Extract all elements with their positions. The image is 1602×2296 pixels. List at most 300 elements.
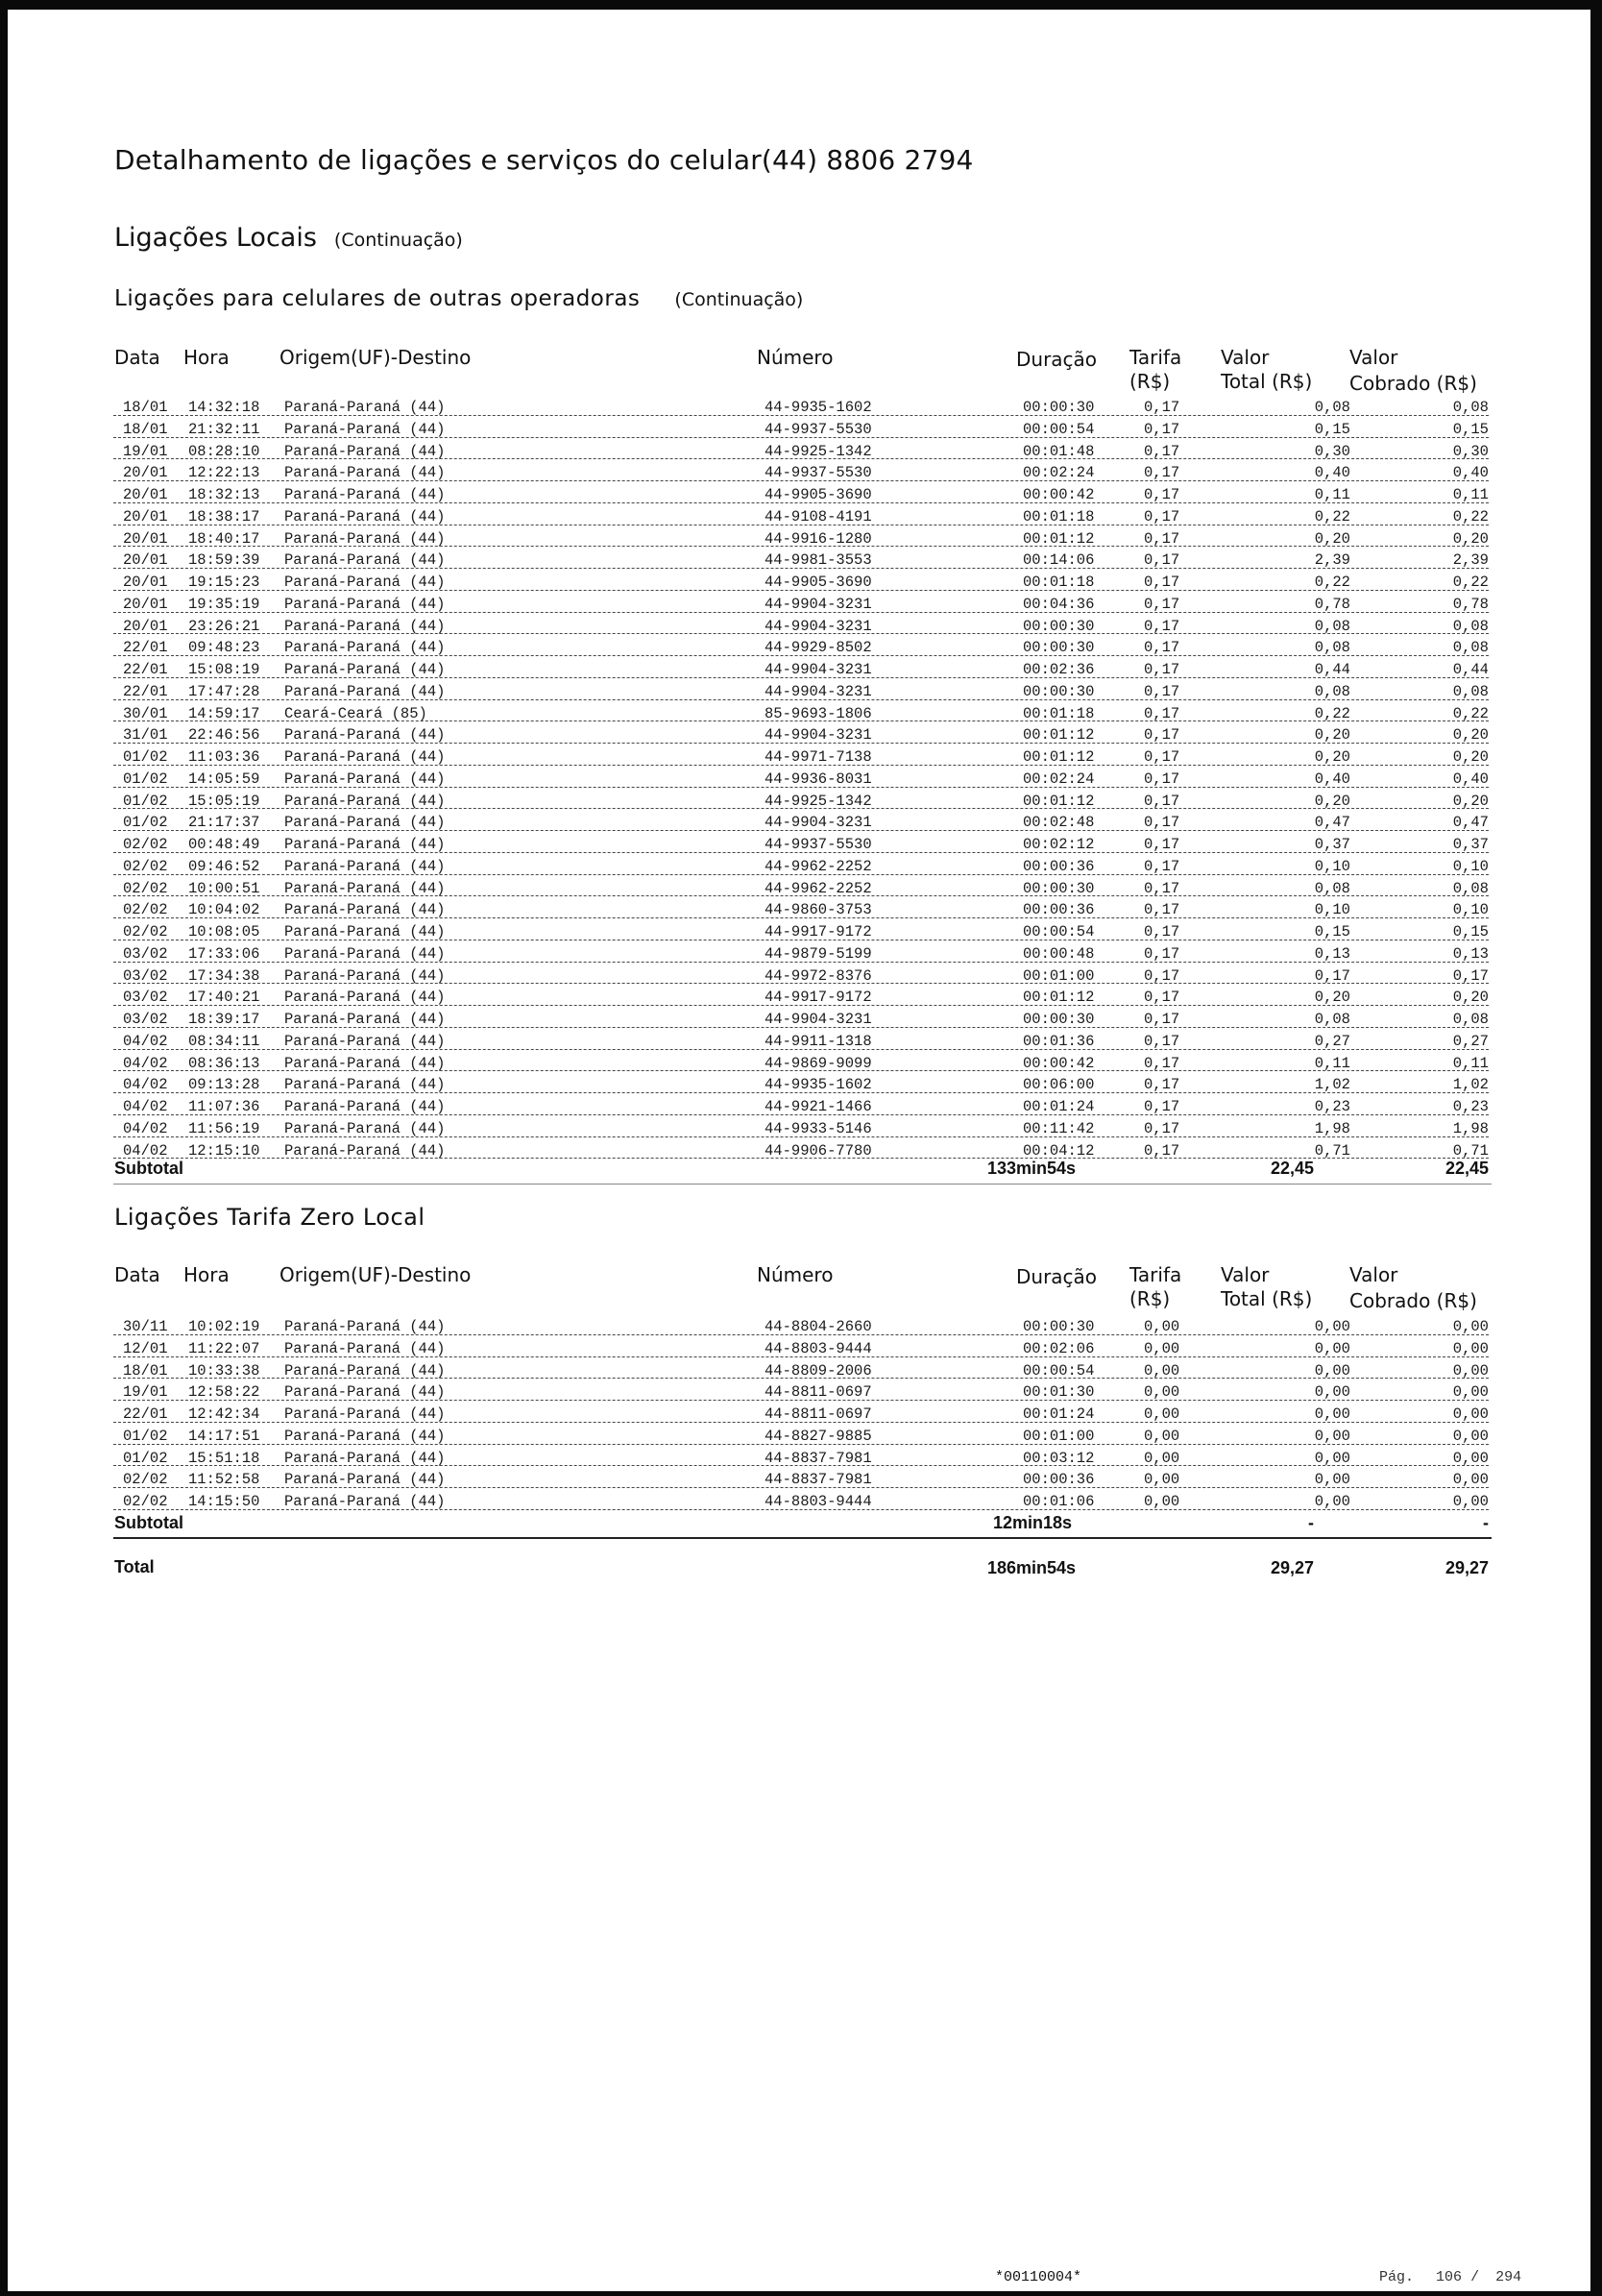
table2-subtotal-cobrado: - <box>1483 1513 1489 1532</box>
cell-valor-cobrado: 0,20 <box>1452 726 1489 745</box>
cell-tarifa: 0,17 <box>1144 420 1180 438</box>
cell-hora: 12:42:34 <box>188 1405 260 1423</box>
cell-origem: Paraná-Paraná (44) <box>284 486 446 503</box>
table-row <box>113 986 1489 1008</box>
cell-tarifa: 0,17 <box>1144 748 1180 766</box>
cell-tarifa: 0,17 <box>1144 639 1180 657</box>
cell-hora: 11:22:07 <box>188 1339 260 1357</box>
cell-numero: 44-9904-3231 <box>765 814 872 832</box>
cell-origem: Paraná-Paraná (44) <box>284 966 446 985</box>
cell-duracao: 00:00:42 <box>1023 486 1095 503</box>
table-row <box>113 855 1489 877</box>
cell-duracao: 00:00:42 <box>1023 1054 1095 1072</box>
subsection-title-text: Ligações para celulares de outras operadoras <box>114 286 641 311</box>
table-row <box>113 745 1489 768</box>
cell-valor-total: 0,17 <box>1314 966 1350 985</box>
page-total: 294 <box>1495 2269 1522 2285</box>
cell-origem: Paraná-Paraná (44) <box>284 399 446 416</box>
cell-valor-cobrado: 0,15 <box>1452 420 1489 438</box>
cell-tarifa: 0,00 <box>1144 1318 1180 1335</box>
col-header-hora: Hora <box>183 346 230 369</box>
col-header-duracao: Duração <box>1016 348 1098 371</box>
cell-valor-total: 0,20 <box>1314 726 1350 745</box>
cell-numero: 44-9935-1602 <box>765 1076 872 1094</box>
cell-valor-total: 0,08 <box>1314 617 1350 635</box>
cell-hora: 21:17:37 <box>188 814 260 832</box>
cell-valor-cobrado: 0,23 <box>1452 1098 1489 1115</box>
cell-tarifa: 0,17 <box>1144 857 1180 875</box>
cell-valor-cobrado: 0,08 <box>1452 399 1489 416</box>
cell-hora: 14:15:50 <box>188 1493 260 1510</box>
cell-valor-cobrado: 0,27 <box>1452 1032 1489 1050</box>
cell-hora: 08:28:10 <box>188 442 260 460</box>
cell-origem: Paraná-Paraná (44) <box>284 836 446 853</box>
cell-valor-cobrado: 0,00 <box>1452 1471 1489 1489</box>
cell-duracao: 00:00:36 <box>1023 901 1095 919</box>
cell-valor-cobrado: 0,08 <box>1452 879 1489 897</box>
cell-valor-total: 0,27 <box>1314 1032 1350 1050</box>
table1-subtotal-label: Subtotal <box>114 1159 183 1178</box>
cell-hora: 14:17:51 <box>188 1427 260 1445</box>
cell-data: 03/02 <box>123 989 168 1007</box>
total-value: 29,27 <box>1270 1558 1314 1577</box>
col-header-tarifa-2-l2: (R$) <box>1129 1287 1171 1310</box>
cell-data: 04/02 <box>123 1098 168 1115</box>
table-row <box>113 1315 1489 1337</box>
cell-origem: Paraná-Paraná (44) <box>284 1119 446 1137</box>
cell-valor-total: 0,20 <box>1314 529 1350 548</box>
cell-data: 01/02 <box>123 814 168 832</box>
col-header-numero-2: Número <box>757 1263 834 1286</box>
cell-valor-cobrado: 0,00 <box>1452 1449 1489 1467</box>
cell-tarifa: 0,17 <box>1144 1054 1180 1072</box>
cell-duracao: 00:00:30 <box>1023 639 1095 657</box>
cell-data: 20/01 <box>123 617 168 635</box>
barcode-code: *00110004* <box>995 2269 1082 2285</box>
cell-valor-total: 0,11 <box>1314 486 1350 503</box>
cell-duracao: 00:00:36 <box>1023 1471 1095 1489</box>
cell-duracao: 00:01:06 <box>1023 1493 1095 1510</box>
cell-tarifa: 0,17 <box>1144 574 1180 591</box>
cell-hora: 15:05:19 <box>188 792 260 810</box>
col-header-valor-total-2-l1: Valor <box>1221 1263 1270 1286</box>
table2-subtotal-duration: 12min18s <box>993 1513 1073 1532</box>
cell-duracao: 00:00:30 <box>1023 682 1095 700</box>
cell-numero: 44-8803-9444 <box>765 1339 872 1357</box>
cell-duracao: 00:14:06 <box>1023 551 1095 570</box>
cell-tarifa: 0,00 <box>1144 1449 1180 1467</box>
cell-data: 02/02 <box>123 901 168 919</box>
cell-valor-total: 0,20 <box>1314 989 1350 1007</box>
cell-data: 22/01 <box>123 682 168 700</box>
table-row <box>113 1380 1489 1403</box>
cell-duracao: 00:01:24 <box>1023 1098 1095 1115</box>
table-row <box>113 1447 1489 1469</box>
cell-tarifa: 0,00 <box>1144 1383 1180 1402</box>
cell-hora: 12:22:13 <box>188 464 260 482</box>
cell-duracao: 00:02:24 <box>1023 464 1095 482</box>
cell-numero: 44-9904-3231 <box>765 661 872 678</box>
cell-data: 01/02 <box>123 748 168 766</box>
col-header-valor-cobrado-2-l2: Cobrado (R$) <box>1349 1289 1477 1312</box>
table-row <box>113 790 1489 812</box>
cell-data: 03/02 <box>123 944 168 963</box>
table2-rows <box>113 1315 1489 1512</box>
cell-hora: 17:33:06 <box>188 944 260 963</box>
cell-numero: 44-9917-9172 <box>765 989 872 1007</box>
cell-hora: 18:59:39 <box>188 551 260 570</box>
table-row <box>113 898 1489 920</box>
cell-hora: 23:26:21 <box>188 617 260 635</box>
cell-origem: Paraná-Paraná (44) <box>284 879 446 897</box>
cell-duracao: 00:00:30 <box>1023 617 1095 635</box>
cell-tarifa: 0,17 <box>1144 551 1180 570</box>
cell-numero: 44-8803-9444 <box>765 1493 872 1510</box>
cell-duracao: 00:00:54 <box>1023 1361 1095 1380</box>
table-row <box>113 1403 1489 1425</box>
cell-numero: 44-9905-3690 <box>765 574 872 591</box>
cell-origem: Paraná-Paraná (44) <box>284 1076 446 1094</box>
cell-numero: 44-8811-0697 <box>765 1405 872 1423</box>
cell-valor-total: 0,00 <box>1314 1471 1350 1489</box>
cell-tarifa: 0,17 <box>1144 661 1180 678</box>
subsection-note: (Continuação) <box>674 289 804 310</box>
cell-valor-total: 0,22 <box>1314 574 1350 591</box>
cell-valor-cobrado: 0,11 <box>1452 486 1489 503</box>
table-row <box>113 877 1489 899</box>
table-row <box>113 702 1489 724</box>
cell-valor-total: 0,10 <box>1314 901 1350 919</box>
cell-origem: Paraná-Paraná (44) <box>284 989 446 1007</box>
cell-numero: 44-9962-2252 <box>765 879 872 897</box>
cell-valor-cobrado: 0,22 <box>1452 507 1489 525</box>
cell-duracao: 00:11:42 <box>1023 1119 1095 1137</box>
cell-valor-total: 0,08 <box>1314 399 1350 416</box>
table-row <box>113 593 1489 615</box>
cell-valor-cobrado: 0,40 <box>1452 464 1489 482</box>
cell-origem: Paraná-Paraná (44) <box>284 1032 446 1050</box>
cell-duracao: 00:06:00 <box>1023 1076 1095 1094</box>
table-row <box>113 636 1489 658</box>
cell-duracao: 00:02:24 <box>1023 769 1095 788</box>
cell-origem: Paraná-Paraná (44) <box>284 944 446 963</box>
cell-data: 04/02 <box>123 1032 168 1050</box>
cell-data: 04/02 <box>123 1054 168 1072</box>
total-cobrado: 29,27 <box>1444 1558 1489 1577</box>
cell-numero: 44-8809-2006 <box>765 1361 872 1380</box>
cell-data: 22/01 <box>123 661 168 678</box>
cell-hora: 12:58:22 <box>188 1383 260 1402</box>
cell-hora: 10:08:05 <box>188 923 260 940</box>
cell-data: 30/11 <box>123 1318 168 1335</box>
cell-tarifa: 0,00 <box>1144 1427 1180 1445</box>
table-row <box>113 768 1489 790</box>
cell-valor-cobrado: 0,10 <box>1452 857 1489 875</box>
table-row <box>113 920 1489 942</box>
cell-data: 01/02 <box>123 792 168 810</box>
cell-tarifa: 0,00 <box>1144 1405 1180 1423</box>
cell-tarifa: 0,00 <box>1144 1471 1180 1489</box>
cell-valor-total: 0,22 <box>1314 704 1350 722</box>
cell-data: 04/02 <box>123 1141 168 1160</box>
cell-duracao: 00:01:24 <box>1023 1405 1095 1423</box>
cell-tarifa: 0,17 <box>1144 1119 1180 1137</box>
cell-origem: Paraná-Paraná (44) <box>284 420 446 438</box>
cell-numero: 44-9879-5199 <box>765 944 872 963</box>
table-row <box>113 418 1489 440</box>
cell-data: 03/02 <box>123 966 168 985</box>
cell-origem: Paraná-Paraná (44) <box>284 1141 446 1160</box>
cell-numero: 44-9929-8502 <box>765 639 872 657</box>
cell-origem: Paraná-Paraná (44) <box>284 1361 446 1380</box>
cell-data: 20/01 <box>123 486 168 503</box>
cell-numero: 44-9904-3231 <box>765 617 872 635</box>
cell-duracao: 00:04:36 <box>1023 595 1095 613</box>
cell-tarifa: 0,17 <box>1144 617 1180 635</box>
cell-tarifa: 0,17 <box>1144 769 1180 788</box>
cell-valor-cobrado: 0,00 <box>1452 1493 1489 1510</box>
cell-origem: Paraná-Paraná (44) <box>284 1405 446 1423</box>
cell-numero: 44-9925-1342 <box>765 442 872 460</box>
cell-tarifa: 0,17 <box>1144 792 1180 810</box>
cell-valor-cobrado: 0,00 <box>1452 1405 1489 1423</box>
table-row <box>113 833 1489 855</box>
section-title-text: Ligações Locais <box>114 223 317 253</box>
col-header-duracao-2: Duração <box>1016 1265 1098 1288</box>
cell-hora: 18:38:17 <box>188 507 260 525</box>
subsection-title <box>114 286 803 311</box>
col-header-valor-total-l2: Total (R$) <box>1221 370 1313 393</box>
cell-numero: 44-9925-1342 <box>765 792 872 810</box>
page-separator: / <box>1470 2269 1480 2285</box>
table-row <box>113 571 1489 593</box>
table-row <box>113 1095 1489 1117</box>
cell-tarifa: 0,17 <box>1144 595 1180 613</box>
cell-numero: 44-9937-5530 <box>765 836 872 853</box>
col-header-hora-2: Hora <box>183 1263 230 1286</box>
cell-valor-total: 0,08 <box>1314 639 1350 657</box>
col-header-valor-cobrado-l1: Valor <box>1349 346 1398 369</box>
cell-origem: Paraná-Paraná (44) <box>284 1339 446 1357</box>
col-header-tarifa-l1: Tarifa <box>1129 346 1182 369</box>
table-row <box>113 723 1489 745</box>
cell-valor-total: 0,40 <box>1314 464 1350 482</box>
cell-numero: 44-9904-3231 <box>765 1011 872 1028</box>
table-row <box>113 1008 1489 1030</box>
cell-data: 19/01 <box>123 1383 168 1402</box>
cell-data: 02/02 <box>123 1493 168 1510</box>
cell-data: 01/02 <box>123 1427 168 1445</box>
cell-origem: Paraná-Paraná (44) <box>284 1449 446 1467</box>
cell-numero: 44-9906-7780 <box>765 1141 872 1160</box>
cell-numero: 44-8827-9885 <box>765 1427 872 1445</box>
table-row <box>113 549 1489 571</box>
cell-hora: 14:05:59 <box>188 769 260 788</box>
cell-tarifa: 0,17 <box>1144 442 1180 460</box>
cell-valor-cobrado: 2,39 <box>1452 551 1489 570</box>
table-row <box>113 615 1489 637</box>
cell-hora: 10:04:02 <box>188 901 260 919</box>
cell-origem: Paraná-Paraná (44) <box>284 901 446 919</box>
cell-tarifa: 0,17 <box>1144 529 1180 548</box>
cell-valor-cobrado: 0,08 <box>1452 1011 1489 1028</box>
cell-numero: 44-9860-3753 <box>765 901 872 919</box>
cell-numero: 44-9911-1318 <box>765 1032 872 1050</box>
cell-valor-cobrado: 0,13 <box>1452 944 1489 963</box>
subsection2-title: Ligações Tarifa Zero Local <box>114 1204 425 1231</box>
cell-tarifa: 0,17 <box>1144 989 1180 1007</box>
cell-valor-total: 0,00 <box>1314 1405 1350 1423</box>
cell-hora: 09:46:52 <box>188 857 260 875</box>
cell-valor-total: 0,47 <box>1314 814 1350 832</box>
cell-valor-cobrado: 0,78 <box>1452 595 1489 613</box>
cell-data: 04/02 <box>123 1119 168 1137</box>
cell-data: 02/02 <box>123 1471 168 1489</box>
cell-duracao: 00:01:48 <box>1023 442 1095 460</box>
cell-tarifa: 0,17 <box>1144 464 1180 482</box>
cell-valor-total: 0,00 <box>1314 1361 1350 1380</box>
cell-tarifa: 0,17 <box>1144 901 1180 919</box>
cell-valor-cobrado: 0,30 <box>1452 442 1489 460</box>
table1-subtotal-cobrado: 22,45 <box>1444 1159 1489 1178</box>
table-row <box>113 1030 1489 1052</box>
cell-duracao: 00:01:00 <box>1023 966 1095 985</box>
cell-origem: Paraná-Paraná (44) <box>284 551 446 570</box>
col-header-numero: Número <box>757 346 834 369</box>
cell-valor-total: 0,37 <box>1314 836 1350 853</box>
cell-data: 03/02 <box>123 1011 168 1028</box>
col-header-tarifa <box>1129 346 1181 394</box>
table1-rows <box>113 396 1489 1160</box>
col-header-origem-2: Origem(UF)-Destino <box>279 1263 472 1286</box>
cell-valor-cobrado: 0,20 <box>1452 989 1489 1007</box>
cell-data: 02/02 <box>123 923 168 940</box>
cell-valor-cobrado: 0,44 <box>1452 661 1489 678</box>
cell-duracao: 00:01:12 <box>1023 726 1095 745</box>
page-label: Pág. <box>1379 2269 1415 2285</box>
cell-data: 04/02 <box>123 1076 168 1094</box>
table-row <box>113 1425 1489 1447</box>
cell-origem: Paraná-Paraná (44) <box>284 464 446 482</box>
cell-numero: 44-9904-3231 <box>765 595 872 613</box>
cell-valor-total: 0,15 <box>1314 420 1350 438</box>
table-row <box>113 483 1489 505</box>
cell-valor-cobrado: 0,08 <box>1452 617 1489 635</box>
cell-valor-cobrado: 0,11 <box>1452 1054 1489 1072</box>
document-page <box>8 10 1590 2291</box>
cell-data: 01/02 <box>123 769 168 788</box>
cell-valor-cobrado: 0,20 <box>1452 748 1489 766</box>
table-row <box>113 505 1489 527</box>
cell-hora: 15:08:19 <box>188 661 260 678</box>
cell-duracao: 00:01:12 <box>1023 989 1095 1007</box>
table-row <box>113 1117 1489 1139</box>
cell-tarifa: 0,17 <box>1144 1098 1180 1115</box>
cell-origem: Paraná-Paraná (44) <box>284 595 446 613</box>
cell-duracao: 00:04:12 <box>1023 1141 1095 1160</box>
cell-duracao: 00:00:54 <box>1023 420 1095 438</box>
cell-valor-cobrado: 0,08 <box>1452 682 1489 700</box>
cell-valor-total: 0,00 <box>1314 1339 1350 1357</box>
cell-tarifa: 0,17 <box>1144 966 1180 985</box>
cell-tarifa: 0,17 <box>1144 1141 1180 1160</box>
cell-origem: Paraná-Paraná (44) <box>284 726 446 745</box>
cell-hora: 17:40:21 <box>188 989 260 1007</box>
cell-duracao: 00:01:00 <box>1023 1427 1095 1445</box>
cell-numero: 44-8837-7981 <box>765 1471 872 1489</box>
cell-duracao: 00:01:18 <box>1023 507 1095 525</box>
cell-numero: 44-9935-1602 <box>765 399 872 416</box>
cell-duracao: 00:03:12 <box>1023 1449 1095 1467</box>
cell-duracao: 00:00:36 <box>1023 857 1095 875</box>
cell-tarifa: 0,17 <box>1144 879 1180 897</box>
cell-valor-total: 0,08 <box>1314 879 1350 897</box>
cell-hora: 11:07:36 <box>188 1098 260 1115</box>
cell-valor-total: 1,02 <box>1314 1076 1350 1094</box>
col-header-valor-total-2 <box>1221 1263 1312 1311</box>
cell-valor-total: 0,71 <box>1314 1141 1350 1160</box>
table1-subtotal-duration: 133min54s <box>987 1159 1077 1178</box>
col-header-valor-total <box>1221 346 1312 394</box>
cell-origem: Paraná-Paraná (44) <box>284 682 446 700</box>
table-row <box>113 461 1489 483</box>
page-number <box>1379 2269 1521 2285</box>
table-row <box>113 680 1489 702</box>
cell-hora: 17:47:28 <box>188 682 260 700</box>
cell-valor-cobrado: 0,22 <box>1452 574 1489 591</box>
cell-data: 30/01 <box>123 704 168 722</box>
cell-valor-cobrado: 0,00 <box>1452 1427 1489 1445</box>
cell-valor-total: 0,08 <box>1314 682 1350 700</box>
page-current: 106 <box>1436 2269 1463 2285</box>
cell-valor-total: 0,15 <box>1314 923 1350 940</box>
cell-duracao: 00:02:12 <box>1023 836 1095 853</box>
cell-hora: 18:32:13 <box>188 486 260 503</box>
cell-valor-cobrado: 0,08 <box>1452 639 1489 657</box>
cell-tarifa: 0,17 <box>1144 726 1180 745</box>
cell-origem: Paraná-Paraná (44) <box>284 923 446 940</box>
col-header-valor-cobrado-l2: Cobrado (R$) <box>1349 372 1477 395</box>
cell-numero: 44-9936-8031 <box>765 769 872 788</box>
cell-data: 02/02 <box>123 857 168 875</box>
cell-data: 20/01 <box>123 507 168 525</box>
cell-hora: 19:35:19 <box>188 595 260 613</box>
cell-data: 20/01 <box>123 464 168 482</box>
cell-origem: Paraná-Paraná (44) <box>284 1098 446 1115</box>
cell-valor-total: 1,98 <box>1314 1119 1350 1137</box>
cell-valor-total: 0,44 <box>1314 661 1350 678</box>
cell-data: 02/02 <box>123 836 168 853</box>
cell-valor-cobrado: 0,20 <box>1452 529 1489 548</box>
cell-hora: 10:02:19 <box>188 1318 260 1335</box>
cell-numero: 44-8837-7981 <box>765 1449 872 1467</box>
table-row <box>113 1139 1489 1161</box>
cell-numero: 44-9917-9172 <box>765 923 872 940</box>
cell-valor-cobrado: 0,10 <box>1452 901 1489 919</box>
cell-numero: 44-9972-8376 <box>765 966 872 985</box>
cell-duracao: 00:01:18 <box>1023 574 1095 591</box>
cell-valor-cobrado: 1,98 <box>1452 1119 1489 1137</box>
cell-valor-cobrado: 0,00 <box>1452 1361 1489 1380</box>
cell-data: 20/01 <box>123 595 168 613</box>
cell-hora: 10:33:38 <box>188 1361 260 1380</box>
cell-valor-total: 0,30 <box>1314 442 1350 460</box>
col-header-valor-cobrado-2-l1: Valor <box>1349 1263 1398 1286</box>
total-label: Total <box>114 1557 155 1576</box>
cell-numero: 44-9937-5530 <box>765 464 872 482</box>
table-row <box>113 942 1489 965</box>
cell-hora: 19:15:23 <box>188 574 260 591</box>
